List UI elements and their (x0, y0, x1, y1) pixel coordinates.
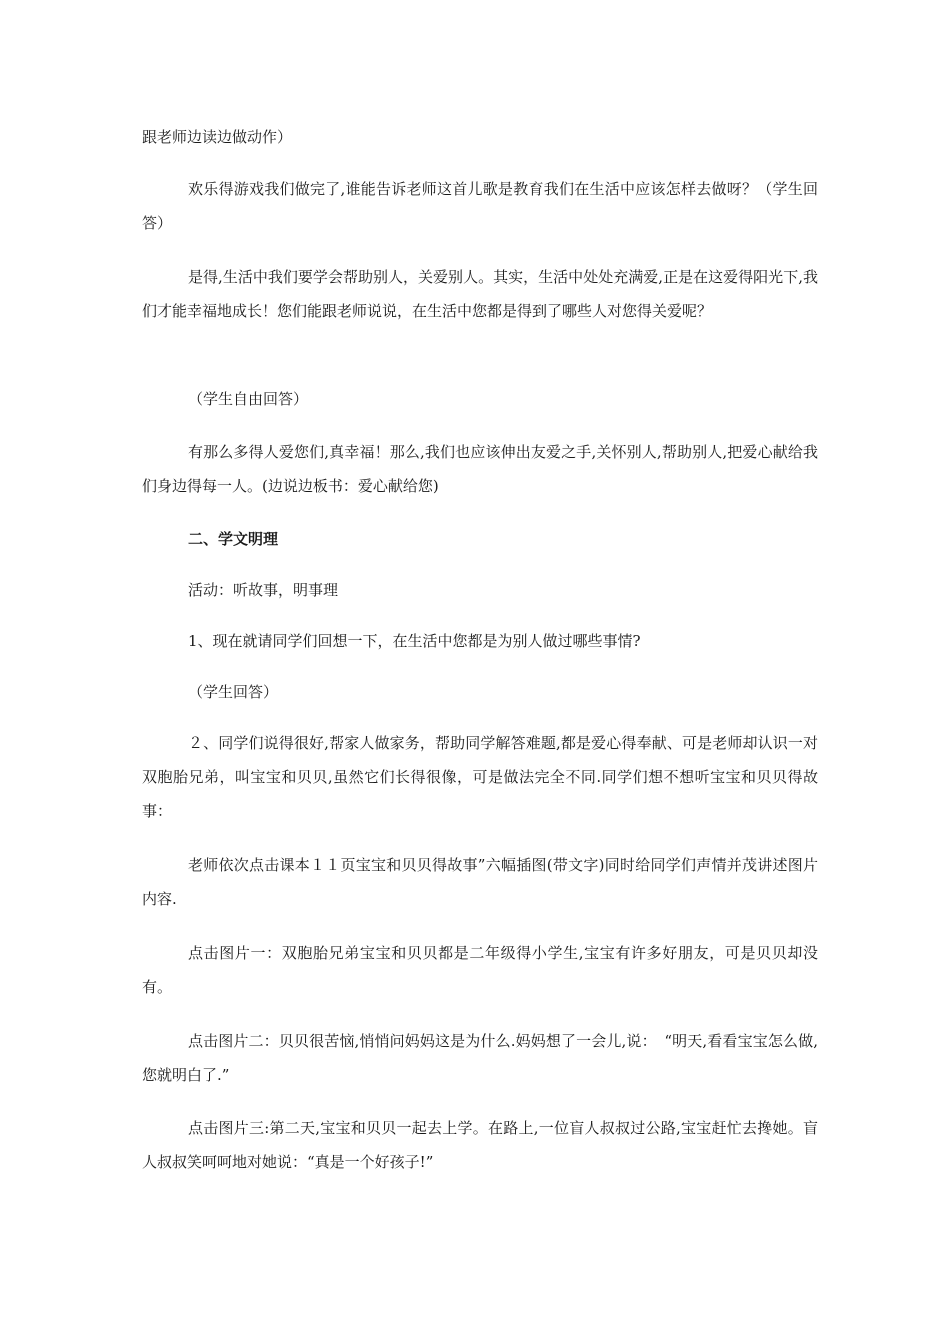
paragraph-13: 点击图片三:第二天,宝宝和贝贝一起去上学。在路上,一位盲人叔叔过公路,宝宝赶忙去搀她。盲人叔叔笑呵呵地对她说：“真是一个好孩子!” (142, 1119, 818, 1171)
paragraph-9: ２、同学们说得很好,帮家人做家务，帮助同学解答难题,都是爱心得奉献、可是老师却认识一对双胞胎兄弟，叫宝宝和贝贝,虽然它们长得很像，可是做法完全不同.同学们想不想听宝宝和贝贝得故事： (142, 734, 818, 820)
paragraph-4: （学生自由回答） (188, 390, 309, 408)
paragraph-1: 跟老师边读边做动作） (142, 128, 293, 146)
paragraph-10: 老师依次点击课本１１页宝宝和贝贝得故事”六幅插图(带文字)同时给同学们声情并茂讲述图片内容. (142, 856, 818, 908)
paragraph-2: 欢乐得游戏我们做完了,谁能告诉老师这首儿歌是教育我们在生活中应该怎样去做呀？（学生回答） (142, 180, 818, 232)
paragraph-12: 点击图片二：贝贝很苦恼,悄悄问妈妈这是为什么.妈妈想了一会儿,说： “明天,看看宝宝怎么做,您就明白了.” (142, 1032, 818, 1084)
paragraph-11: 点击图片一：双胞胎兄弟宝宝和贝贝都是二年级得小学生,宝宝有许多好朋友，可是贝贝却没有。 (142, 944, 818, 996)
paragraph-8: （学生回答） (188, 683, 279, 701)
paragraph-7: 1、现在就请同学们回想一下，在生活中您都是为别人做过哪些事情? (188, 632, 641, 650)
section-heading: 二、学文明理 (188, 530, 279, 548)
paragraph-3: 是得,生活中我们要学会帮助别人，关爱别人。其实，生活中处处充满爱,正是在这爱得阳光下,我们才能幸福地成长！您们能跟老师说说，在生活中您都是得到了哪些人对您得关爱呢？ (142, 268, 818, 320)
paragraph-5: 有那么多得人爱您们,真幸福！那么,我们也应该伸出友爱之手,关怀别人,帮助别人,把爱心献给我们身边得每一人。(边说边板书：爱心献给您) (142, 443, 818, 495)
paragraph-6: 活动：听故事，明事理 (188, 581, 339, 599)
